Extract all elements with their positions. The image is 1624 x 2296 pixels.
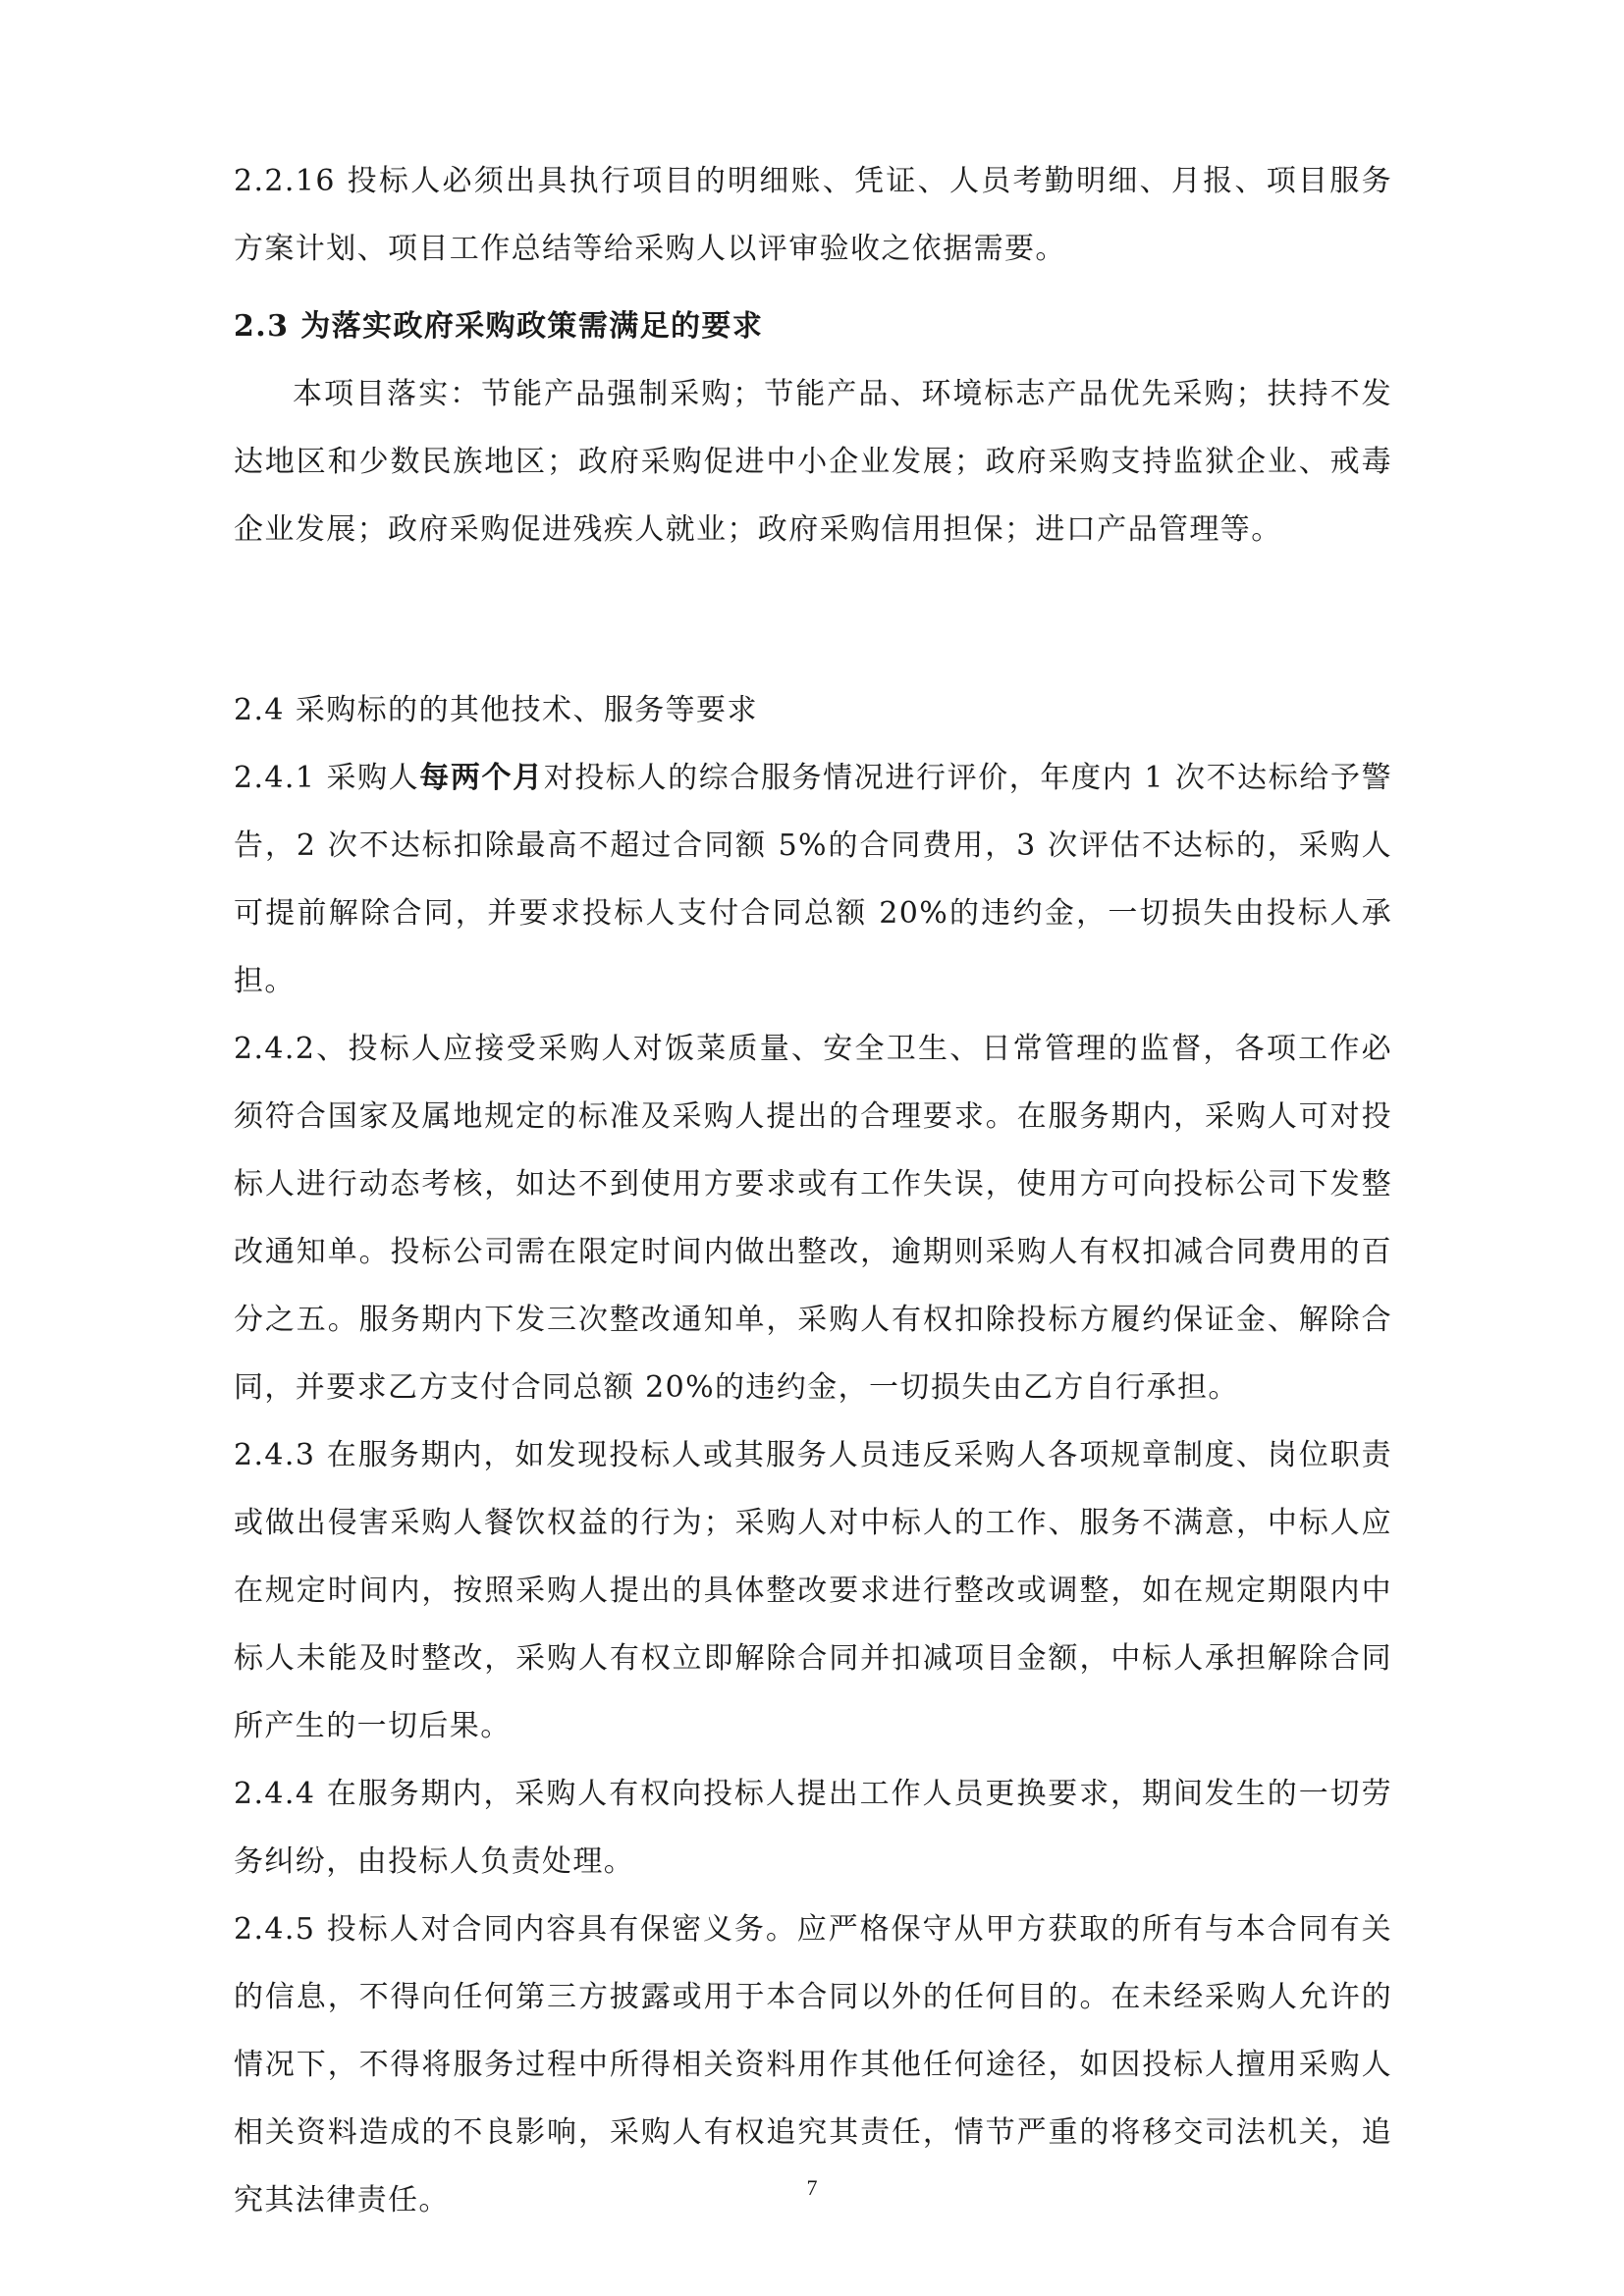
section-heading-2-4: 2.4 采购标的的其他技术、服务等要求: [234, 693, 758, 727]
paragraph-2-4-1-prefix: 2.4.1 采购人: [234, 761, 420, 795]
paragraph-2-3-body: 本项目落实：节能产品强制采购；节能产品、环境标志产品优先采购；扶持不发达地区和少数民族地区；政府采购促进中小企业发展；政府采购支持监狱企业、戒毒企业发展；政府采购促进残疾人就业；政府采购信用担保；进口产品管理等。: [234, 377, 1392, 547]
paragraph-2-4-1: [234, 744, 1392, 1015]
paragraph-2-4-1-rest: 对投标人的综合服务情况进行评价，年度内 1 次不达标给予警告，2 次不达标扣除最高不超过合同额 5%的合同费用，3 次评估不达标的，采购人可提前解除合同，并要求投标人支付合同总额 20%的违约金，一切损失由投标人承担。: [234, 761, 1392, 998]
section-heading-2-3: 2.3 为落实政府采购政策需满足的要求: [234, 309, 764, 344]
document-body: [234, 147, 1392, 2234]
paragraph-2-4-4: 2.4.4 在服务期内，采购人有权向投标人提出工作人员更换要求，期间发生的一切劳务纠纷，由投标人负责处理。: [234, 1777, 1392, 1879]
paragraph-2-4-3: 2.4.3 在服务期内，如发现投标人或其服务人员违反采购人各项规章制度、岗位职责或做出侵害采购人餐饮权益的行为；采购人对中标人的工作、服务不满意，中标人应在规定时间内，按照采购人提出的具体整改要求进行整改或调整，如在规定期限内中标人未能及时整改，采购人有权立即解除合同并扣减项目金额，中标人承担解除合同所产生的一切后果。: [234, 1438, 1392, 1743]
paragraph-2-4-1-emphasis: 每两个月: [419, 761, 544, 795]
section-spacer: [234, 563, 1392, 676]
paragraph-2-4-2: 2.4.2、投标人应接受采购人对饭菜质量、安全卫生、日常管理的监督，各项工作必须符合国家及属地规定的标准及采购人提出的合理要求。在服务期内，采购人可对投标人进行动态考核，如达不到使用方要求或有工作失误，使用方可向投标公司下发整改通知单。投标公司需在限定时间内做出整改，逾期则采购人有权扣减合同费用的百分之五。服务期内下发三次整改通知单，采购人有权扣除投标方履约保证金、解除合同，并要求乙方支付合同总额 20%的违约金，一切损失由乙方自行承担。: [234, 1032, 1392, 1405]
paragraph-2-4-5: 2.4.5 投标人对合同内容具有保密义务。应严格保守从甲方获取的所有与本合同有关的信息，不得向任何第三方披露或用于本合同以外的任何目的。在未经采购人允许的情况下，不得将服务过程中所得相关资料用作其他任何途径，如因投标人擅用采购人相关资料造成的不良影响，采购人有权追究其责任，情节严重的将移交司法机关，追究其法律责任。: [234, 1912, 1392, 2217]
page-number: 7: [806, 2175, 818, 2200]
paragraph-2-2-16: 2.2.16 投标人必须出具执行项目的明细账、凭证、人员考勤明细、月报、项目服务方案计划、项目工作总结等给采购人以评审验收之依据需要。: [234, 164, 1392, 266]
